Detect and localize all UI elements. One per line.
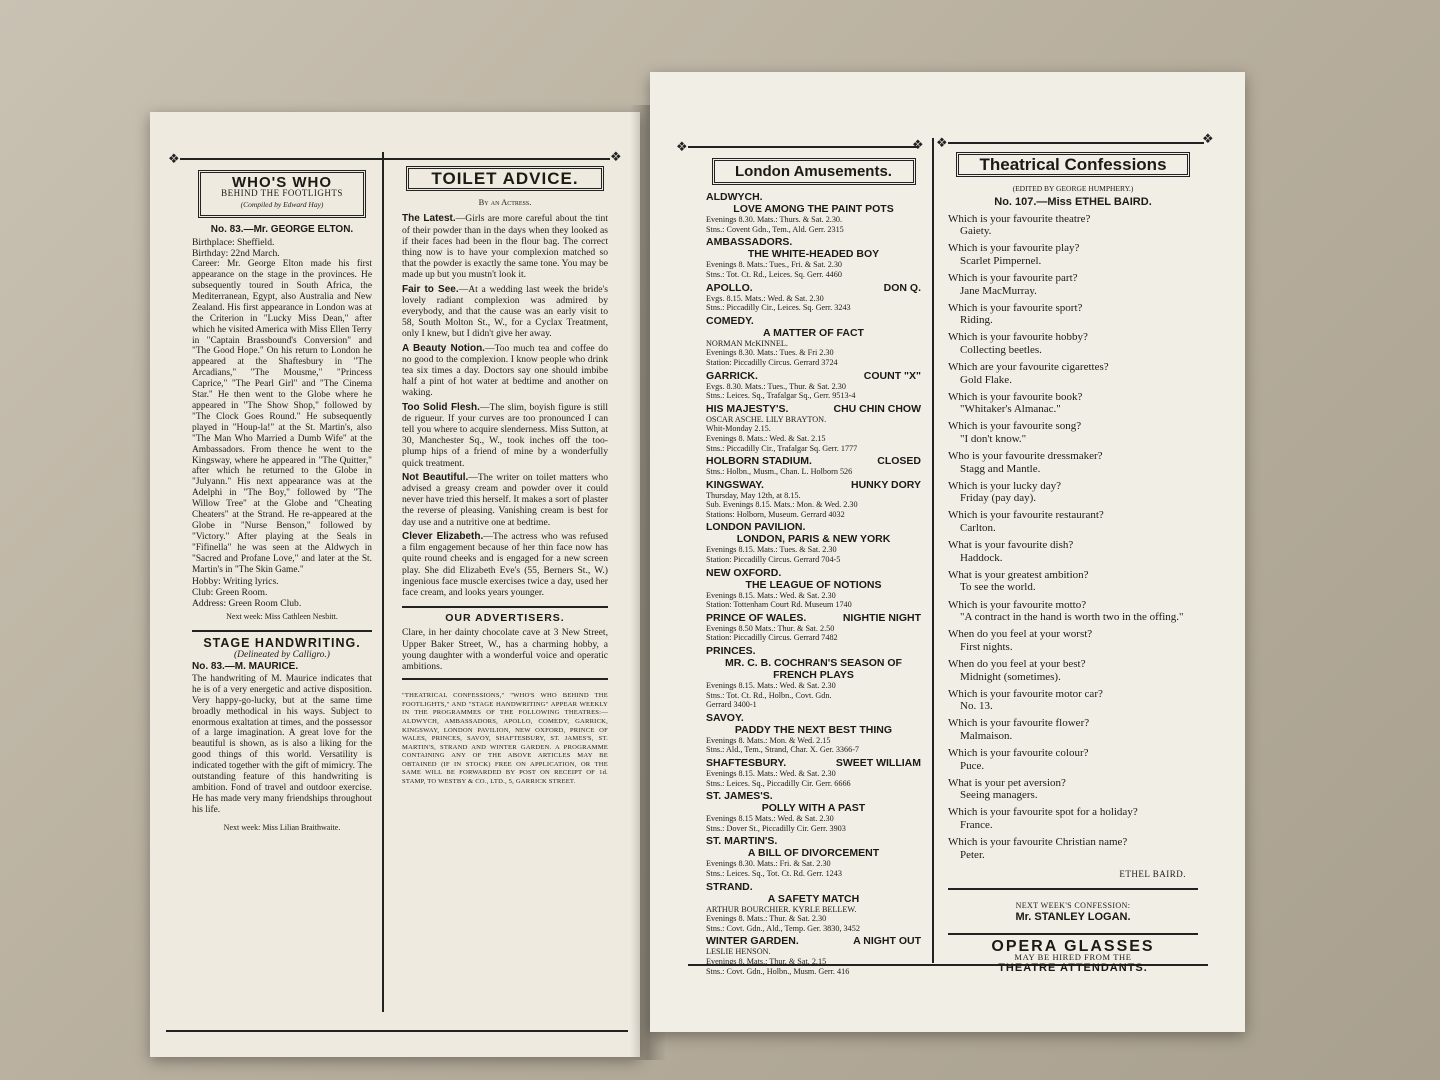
performance-detail: Evenings 8.15 Mats.: Wed. & Sat. 2.30 bbox=[706, 814, 834, 824]
play-title: A NIGHT OUT bbox=[853, 935, 921, 948]
performance-detail: NORMAN McKINNEL. bbox=[706, 338, 788, 348]
confession-item bbox=[948, 658, 1198, 683]
theatre-name: STRAND. bbox=[706, 880, 753, 893]
confessions-column bbox=[948, 146, 1198, 974]
amusement-entry bbox=[706, 790, 921, 833]
confession-question: Which is your favourite motor car? bbox=[948, 687, 1103, 700]
confession-answer: Gold Flake. bbox=[960, 373, 1012, 386]
column-rule bbox=[932, 138, 934, 963]
whos-who-line: Hobby: Writing lyrics. bbox=[192, 575, 279, 587]
performance-detail: Stns.: Leices. Sq., Trafalgar Sq., Gerr. 9513-4 bbox=[706, 391, 856, 401]
bottom-rule bbox=[166, 1030, 628, 1032]
advice-item bbox=[402, 531, 608, 598]
theatre-name: PRINCES. bbox=[706, 645, 756, 658]
confessions-title: Theatrical Confessions bbox=[979, 155, 1167, 174]
opera-glasses-title: OPERA GLASSES bbox=[991, 937, 1155, 955]
confession-item bbox=[948, 806, 1198, 831]
confession-answer: Puce. bbox=[960, 759, 985, 772]
amusement-entry bbox=[706, 881, 921, 934]
confession-answer: No. 13. bbox=[960, 700, 993, 713]
column-rule bbox=[382, 152, 384, 1012]
performance-detail: Stns.: Piccadilly Cir., Leices. Sq. Gerr. 3243 bbox=[706, 303, 851, 313]
confession-answer: France. bbox=[960, 818, 993, 831]
performance-detail: Station: Piccadilly Circus. Gerrard 704-5 bbox=[706, 555, 841, 565]
confession-item bbox=[948, 242, 1198, 267]
next-confession-label: NEXT WEEK'S CONFESSION: bbox=[1015, 901, 1131, 911]
confession-item bbox=[948, 539, 1198, 564]
play-title: THE LEAGUE OF NOTIONS bbox=[745, 578, 882, 591]
confession-question: Which is your favourite flower? bbox=[948, 717, 1090, 730]
amusement-entry bbox=[706, 712, 921, 755]
amusement-entry bbox=[706, 315, 921, 368]
confession-item bbox=[948, 777, 1198, 802]
theatre-name: KINGSWAY. bbox=[706, 478, 764, 491]
ornament-icon: ❖ bbox=[1202, 131, 1214, 146]
confession-answer: Gaiety. bbox=[960, 225, 992, 238]
amusement-entry bbox=[706, 835, 921, 878]
handwriting-next-week: Next week: Miss Lilian Braithwaite. bbox=[223, 822, 341, 832]
theatre-name: ALDWYCH. bbox=[706, 191, 763, 204]
whos-who-column bbox=[192, 164, 372, 833]
confessions-signature: ETHEL BAIRD. bbox=[1119, 869, 1186, 880]
advice-item bbox=[402, 472, 608, 528]
amusement-entry bbox=[706, 612, 921, 643]
confession-question: Which is your favourite Christian name? bbox=[948, 836, 1128, 849]
confession-question: Which is your favourite sport? bbox=[948, 301, 1083, 314]
confession-answer: Malmaison. bbox=[960, 729, 1013, 742]
confession-question: Which is your favourite theatre? bbox=[948, 212, 1091, 225]
confession-question: What is your favourite dish? bbox=[948, 539, 1074, 552]
confession-question: Which is your favourite book? bbox=[948, 390, 1083, 403]
confession-answer: "A contract in the hand is worth two in the offing." bbox=[960, 611, 1184, 624]
whos-who-line: Birthplace: Sheffield. bbox=[192, 236, 275, 248]
confession-answer: Scarlet Pimpernel. bbox=[960, 254, 1042, 267]
advertisers-text: Clare, in her dainty chocolate cave at 3 New Street, Upper Baker Street, W., has a charming hobby, a young daughter with a wonderful voice and operatic ambitions. bbox=[402, 627, 608, 672]
amusement-entry bbox=[706, 521, 921, 564]
whos-who-title: WHO'S WHO bbox=[231, 174, 333, 191]
ornament-icon: ❖ bbox=[912, 137, 924, 152]
whos-who-subtitle: BEHIND THE FOOTLIGHTS bbox=[221, 188, 343, 199]
performance-detail: Evgs. 8.30. Mats.: Tues., Thur. & Sat. 2.30 bbox=[706, 381, 846, 391]
whos-who-line: Birthday: 22nd March. bbox=[192, 248, 280, 260]
performance-detail: Stns.: Covt. Gdn., Holbn., Musm. Gerr. 416 bbox=[706, 966, 850, 976]
confession-answer: "Whitaker's Almanac." bbox=[960, 403, 1061, 416]
confession-item bbox=[948, 361, 1198, 386]
play-title: POLLY WITH A PAST bbox=[761, 802, 866, 815]
play-title: DON Q. bbox=[883, 281, 921, 294]
confession-question: Which is your favourite spot for a holiday? bbox=[948, 806, 1138, 819]
confession-question: What is your greatest ambition? bbox=[948, 568, 1089, 581]
performance-detail: OSCAR ASCHE. LILY BRAYTON. bbox=[706, 414, 827, 424]
confessions-edited: (EDITED BY GEORGE HUMPHERY.) bbox=[1012, 184, 1134, 194]
confession-question: Which is your favourite motto? bbox=[948, 598, 1087, 611]
performance-detail: Stns.: Dover St., Piccadilly Cir. Gerr. 3903 bbox=[706, 823, 846, 833]
play-title: CLOSED bbox=[877, 455, 921, 468]
play-title: THE WHITE-HEADED BOY bbox=[747, 248, 880, 261]
section-divider bbox=[402, 606, 608, 608]
performance-detail: ARTHUR BOURCHIER. KYRLE BELLEW. bbox=[706, 904, 857, 914]
confession-answer: Midnight (sometimes). bbox=[960, 670, 1061, 683]
confession-item bbox=[948, 391, 1198, 416]
confession-question: Which are your favourite cigarettes? bbox=[948, 361, 1109, 374]
amusement-entry bbox=[706, 236, 921, 279]
theatre-name: LONDON PAVILION. bbox=[706, 521, 806, 534]
performance-detail: Thursday, May 12th, at 8.15. bbox=[706, 490, 801, 500]
theatre-name: NEW OXFORD. bbox=[706, 566, 782, 579]
performance-detail: Stns.: Tot. Ct. Rd., Holbn., Covt. Gdn. bbox=[706, 690, 832, 700]
play-title: A BILL OF DIVORCEMENT bbox=[747, 847, 880, 860]
confession-item bbox=[948, 747, 1198, 772]
amusement-entry bbox=[706, 757, 921, 788]
confession-answer: Friday (pay day). bbox=[960, 492, 1037, 505]
top-rule bbox=[688, 146, 918, 148]
performance-detail: Evenings 8.15. Mats.: Tues. & Sat. 2.30 bbox=[706, 545, 837, 555]
performance-detail: Stns.: Covent Gdn., Tem., Ald. Gerr. 2315 bbox=[706, 224, 844, 234]
theatre-name: ST. MARTIN'S. bbox=[706, 835, 778, 848]
performance-detail: Whit-Monday 2.15. bbox=[706, 424, 771, 434]
advice-item-text: —Too much tea and coffee do no good to the complexion. I know people who drink tea six times a day. Doctors say one should imbibe half a pint of hot water at bedtime and another on waking. bbox=[402, 342, 608, 399]
performance-detail: Stns.: Piccadilly Cir., Trafalgar Sq. Gerr. 1777 bbox=[706, 443, 858, 453]
amusements-column bbox=[706, 152, 921, 976]
section-divider bbox=[402, 678, 608, 680]
theatre-name: SAVOY. bbox=[706, 711, 744, 724]
performance-detail: Evenings 8. Mats.: Thur. & Sat. 2.15 bbox=[706, 956, 827, 966]
advice-item-head: The Latest. bbox=[402, 213, 456, 225]
play-title: PADDY THE NEXT BEST THING bbox=[734, 723, 893, 736]
amusement-entry bbox=[706, 567, 921, 610]
performance-detail: Evenings 8.30. Mats.: Fri. & Sat. 2.30 bbox=[706, 859, 831, 869]
amusement-entry bbox=[706, 455, 921, 477]
amusements-header bbox=[712, 158, 916, 185]
confession-question: When do you feel at your worst? bbox=[948, 628, 1093, 641]
performance-detail: Evenings 8.30. Mats.: Thurs. & Sat. 2.30. bbox=[706, 215, 843, 225]
whos-who-career: Career: Mr. George Elton made his first appearance on the stage in the provinces. He subsequently toured in South Africa, the Mediterranean, Egypt, also Australia and New Zealand. His first appearance in London was at the Criterion in "Lucky Miss Dean," after which he visited America with Miss Ellen Terry in "Captain Brassbound's Conversion" and "The Good Hope." On his return to London he appeared at the Shaftesbury in "The Arcadians," "The Mousme," "Princess Caprice," "The Pearl Girl" and "The Cinema Star." He then went to the Globe where he appeared in "The Show Shop," followed by "The Clock Goes Round." He subsequently played in "Houp-la!" at the St. Martin's, also "The Man Who Married a Dumb Wife" at the Ambassadors. From thence he went to the Kingsway, where he appeared in "The Quitter," after which he returned to the Globe in "Julyann." His next appearance was at the Adelphi in "The Boy," followed by "The Willow Tree" at the Globe and "Cheating Cheaters" at the Strand. He re-appeared at the Globe in "Nurse Benson," followed by "Victory." After playing at the Seals in "Fifinella" he was seen at the Aldwych in "Sacred and Profane Love," and later at the St. Martin's in "The Skin Game." bbox=[192, 259, 372, 575]
confession-item bbox=[948, 836, 1198, 861]
confession-answer: Collecting beetles. bbox=[960, 343, 1042, 356]
whos-who-compiled: (Compiled by Edward Hay) bbox=[240, 200, 324, 210]
performance-detail: Sub. Evenings 8.15. Mats.: Mon. & Wed. 2.30 bbox=[706, 500, 858, 510]
confession-answer: Stagg and Mantle. bbox=[960, 462, 1041, 475]
programme-notice: "THEATRICAL CONFESSIONS," "WHO'S WHO BEHIND THE FOOTLIGHTS," AND "STAGE HANDWRITING" APPEAR WEEKLY IN THE PROGRAMMES OF THE FOLLOWING THEATRES:—ALDWYCH, AMBASSADORS, APOLLO, COMEDY, GARRICK, KINGSWAY, LONDON PAVILION, NEW OXFORD, PRINCE OF WALES, PRINCES, SAVOY, SHAFTESBURY, ST. JAMES'S, ST. MARTIN'S, STRAND AND WINTER GARDEN. A PROGRAMME CONTAINING ANY OF THE ABOVE ARTICLES MAY BE OBTAINED (IF IN STOCK) FREE ON APPLICATION, OR THE SAME WILL BE FORWARDED BY POST ON RECEIPT OF 1d. STAMP, TO WESTBY & CO., LTD., 5, GARRICK STREET. bbox=[402, 692, 608, 786]
performance-detail: Evenings 8.15. Mats.: Wed. & Sat. 2.30 bbox=[706, 681, 836, 691]
toilet-advice-header bbox=[406, 166, 604, 191]
performance-detail: Evenings 8. Mats.: Wed. & Sat. 2.15 bbox=[706, 433, 826, 443]
play-title: NIGHTIE NIGHT bbox=[842, 611, 921, 624]
theatre-name: PRINCE OF WALES. bbox=[706, 611, 807, 624]
section-divider bbox=[948, 888, 1198, 890]
performance-detail: Evenings 8.15. Mats.: Wed. & Sat. 2.30 bbox=[706, 769, 836, 779]
amusement-entry bbox=[706, 479, 921, 520]
whos-who-line: Club: Green Room. bbox=[192, 586, 268, 598]
play-title: MR. C. B. COCHRAN'S SEASON OF FRENCH PLAYS bbox=[725, 657, 902, 682]
confession-question: Which is your favourite restaurant? bbox=[948, 509, 1104, 522]
advice-item-head: Not Beautiful. bbox=[402, 471, 469, 483]
performance-detail: Stns.: Leices. Sq., Piccadilly Cir. Gerr. 6666 bbox=[706, 778, 851, 788]
confession-question: Which is your lucky day? bbox=[948, 479, 1062, 492]
theatre-name: COMEDY. bbox=[706, 314, 754, 327]
performance-detail: Evenings 8.15. Mats.: Wed. & Sat. 2.30 bbox=[706, 590, 836, 600]
advice-item-text: —At a wedding last week the bride's lovely radiant complexion was admired by everybody, and that the cause was an early visit to 58, South Molton St., W., for a Cyclax Treatment, only I knew, but I didn't give her away. bbox=[402, 283, 608, 340]
theatre-name: GARRICK. bbox=[706, 369, 758, 382]
play-title: A MATTER OF FACT bbox=[763, 326, 864, 339]
handwriting-body: The handwriting of M. Maurice indicates that he is of a very energetic and active disposition. Very happy-go-lucky, but at the same time broadly methodical in his ways. Subject to enormous exaltation at times, and the possessor of a large imagination. A great love for the beautiful is shown, as is also a liking for the good things of this world. Versatility is indicated together with the gift of mimicry. The outstanding feature of this handwriting is ambition. Fond of travel and outdoor exercise. He has made very many friendships throughout his life. bbox=[192, 673, 372, 815]
section-divider bbox=[948, 933, 1198, 935]
play-title: SWEET WILLIAM bbox=[835, 757, 921, 770]
performance-detail: Gerrard 3400-1 bbox=[706, 700, 757, 710]
confession-item bbox=[948, 688, 1198, 713]
play-title: HUNKY DORY bbox=[850, 478, 921, 491]
confessions-header bbox=[956, 152, 1190, 177]
advice-item bbox=[402, 284, 608, 340]
whos-who-next-week: Next week: Miss Cathleen Nesbitt. bbox=[226, 612, 338, 622]
performance-detail: LESLIE HENSON. bbox=[706, 947, 771, 957]
confession-item bbox=[948, 420, 1198, 445]
confession-question: When do you feel at your best? bbox=[948, 657, 1086, 670]
confession-item bbox=[948, 302, 1198, 327]
performance-detail: Evenings 8.30. Mats.: Tues. & Fri 2.30 bbox=[706, 348, 834, 358]
amusements-title: London Amusements. bbox=[735, 163, 892, 180]
confession-answer: First nights. bbox=[960, 640, 1013, 653]
play-title: LONDON, PARIS & NEW YORK bbox=[736, 533, 891, 546]
confession-question: Which is your favourite colour? bbox=[948, 746, 1089, 759]
toilet-advice-byline: By an Actress. bbox=[478, 197, 532, 208]
amusement-entry bbox=[706, 403, 921, 453]
theatre-name: AMBASSADORS. bbox=[706, 236, 793, 249]
performance-detail: Stations: Holborn, Museum. Gerrard 4032 bbox=[706, 509, 845, 519]
confession-answer: Jane MacMurray. bbox=[960, 284, 1037, 297]
confession-item bbox=[948, 717, 1198, 742]
confessions-qa-list bbox=[948, 213, 1198, 862]
handwriting-title: STAGE HANDWRITING. bbox=[203, 636, 361, 651]
theatre-name: WINTER GARDEN. bbox=[706, 935, 799, 948]
confession-answer: Haddock. bbox=[960, 551, 1003, 564]
advertisers-title: OUR ADVERTISERS. bbox=[445, 612, 565, 625]
amusements-list bbox=[706, 191, 921, 976]
ornament-icon: ❖ bbox=[610, 149, 622, 164]
performance-detail: Evenings 8. Mats.: Mon. & Wed. 2.15 bbox=[706, 735, 831, 745]
amusement-entry bbox=[706, 370, 921, 401]
confession-item bbox=[948, 599, 1198, 624]
confession-answer: Riding. bbox=[960, 314, 993, 327]
performance-detail: Stns.: Ald., Tem., Strand, Char. X. Ger. 3366-7 bbox=[706, 745, 860, 755]
confession-item bbox=[948, 628, 1198, 653]
performance-detail: Station: Piccadilly Circus. Gerrard 7482 bbox=[706, 633, 838, 643]
confession-item bbox=[948, 509, 1198, 534]
theatre-name: HOLBORN STADIUM. bbox=[706, 455, 812, 468]
confession-answer: Carlton. bbox=[960, 522, 996, 535]
handwriting-delineated: (Delineated by Calligro.) bbox=[234, 649, 330, 660]
performance-detail: Evgs. 8.15. Mats.: Wed. & Sat. 2.30 bbox=[706, 293, 824, 303]
advice-item-text: —The writer on toilet matters who advised a greasy cream and powder over it could never have tried this herself. It makes a sort of plaster the reverse of pleasing. Vanishing cream is best for day use and a nutritive one at bedtime. bbox=[402, 471, 608, 528]
advice-item bbox=[402, 213, 608, 280]
confession-question: What is your pet aversion? bbox=[948, 776, 1066, 789]
performance-detail: Stns.: Tot. Ct. Rd., Leices. Sq. Gerr. 4460 bbox=[706, 269, 842, 279]
confession-item bbox=[948, 272, 1198, 297]
ornament-icon: ❖ bbox=[168, 151, 180, 166]
confession-item bbox=[948, 213, 1198, 238]
confession-answer: To see the world. bbox=[960, 581, 1036, 594]
amusement-entry bbox=[706, 282, 921, 313]
confession-item bbox=[948, 569, 1198, 594]
play-title: COUNT "X" bbox=[863, 369, 921, 382]
section-divider bbox=[192, 630, 372, 632]
amusement-entry bbox=[706, 191, 921, 234]
advice-item-text: —The actress who was refused a film engagement because of her thin face now has quite round cheeks and is engaged for a new screen play. She did Elizabeth Eve's (55, Berners St., W.) ingenious face muscle exercises twice a day, used her face cream, and looks years younger. bbox=[402, 530, 608, 598]
confession-question: Which is your favourite part? bbox=[948, 271, 1078, 284]
play-title: CHU CHIN CHOW bbox=[833, 402, 921, 415]
confessions-number: No. 107.—Miss ETHEL BAIRD. bbox=[994, 196, 1152, 209]
confession-question: Which is your favourite hobby? bbox=[948, 331, 1088, 344]
advice-item-head: Too Solid Flesh. bbox=[402, 401, 480, 413]
advice-item-text: —Girls are more careful about the tint of their powder than in the days when they looked as if their faces had been in the flour bag. The correct thing now is to have your complexion matched so that the powder is exactly the same tone. You may be made up but you mustn't look it. bbox=[402, 213, 608, 281]
performance-detail: Stns.: Leices. Sq., Tot. Ct. Rd. Gerr. 1243 bbox=[706, 868, 842, 878]
whos-who-number: No. 83.—Mr. GEORGE ELTON. bbox=[210, 223, 354, 235]
advice-item-text: —The slim, boyish figure is still de rigueur. If your curves are too pronounced I can tell you where to acquire slenderness. Miss Sutton, at 30, Manchester Sq., W., took inches off the too-plump hips of a friend of mine by a wonderfully quick treatment. bbox=[402, 401, 608, 469]
amusement-entry bbox=[706, 935, 921, 976]
performance-detail: Evenings 8. Mats.: Thur. & Sat. 2.30 bbox=[706, 914, 827, 924]
performance-detail: Evenings 8. Mats.: Tues., Fri. & Sat. 2.30 bbox=[706, 260, 843, 270]
confession-question: Which is your favourite play? bbox=[948, 242, 1080, 255]
performance-detail: Evenings 8.50 Mats.: Thur. & Sat. 2.50 bbox=[706, 623, 835, 633]
whos-who-line: Address: Green Room Club. bbox=[192, 597, 302, 609]
confession-question: Who is your favourite dressmaker? bbox=[948, 450, 1103, 463]
advice-item-head: Fair to See. bbox=[402, 283, 459, 295]
whos-who-header bbox=[198, 170, 366, 218]
confession-item bbox=[948, 480, 1198, 505]
confession-answer: Seeing managers. bbox=[960, 789, 1038, 802]
top-rule bbox=[948, 142, 1204, 144]
theatre-name: APOLLO. bbox=[706, 281, 753, 294]
play-title: LOVE AMONG THE PAINT POTS bbox=[733, 203, 894, 216]
handwriting-number: No. 83.—M. MAURICE. bbox=[192, 660, 299, 672]
confession-answer: "I don't know." bbox=[960, 433, 1027, 446]
left-page bbox=[150, 112, 640, 1057]
confession-item bbox=[948, 331, 1198, 356]
theatre-name: HIS MAJESTY'S. bbox=[706, 402, 789, 415]
play-title: A SAFETY MATCH bbox=[767, 892, 860, 905]
performance-detail: Station: Piccadilly Circus. Gerrard 3724 bbox=[706, 357, 838, 367]
advice-item bbox=[402, 343, 608, 399]
advice-item bbox=[402, 402, 608, 469]
next-confession-name: Mr. STANLEY LOGAN. bbox=[1015, 910, 1131, 923]
confession-item bbox=[948, 450, 1198, 475]
right-page bbox=[650, 72, 1245, 1032]
ornament-icon: ❖ bbox=[936, 135, 948, 150]
performance-detail: Stns.: Holbn., Musm., Chan. L. Holborn 526 bbox=[706, 467, 853, 477]
toilet-advice-title: TOILET ADVICE. bbox=[431, 169, 579, 188]
toilet-advice-column bbox=[402, 160, 608, 787]
ornament-icon: ❖ bbox=[676, 139, 688, 154]
amusement-entry bbox=[706, 645, 921, 710]
theatre-name: SHAFTESBURY. bbox=[706, 757, 787, 770]
performance-detail: Stns.: Covt. Gdn., Ald., Temp. Ger. 3830, 3452 bbox=[706, 923, 860, 933]
advice-item-head: A Beauty Notion. bbox=[402, 342, 485, 354]
confession-answer: Peter. bbox=[960, 848, 985, 861]
theatre-name: ST. JAMES'S. bbox=[706, 790, 773, 803]
opera-glasses-attendants: THEATRE ATTENDANTS. bbox=[998, 962, 1148, 975]
opera-glasses-line: MAY BE HIRED FROM THE bbox=[1014, 952, 1132, 963]
performance-detail: Station: Tottenham Court Rd. Museum 1740 bbox=[706, 600, 852, 610]
advice-item-head: Clever Elizabeth. bbox=[402, 530, 484, 542]
confession-question: Which is your favourite song? bbox=[948, 420, 1082, 433]
